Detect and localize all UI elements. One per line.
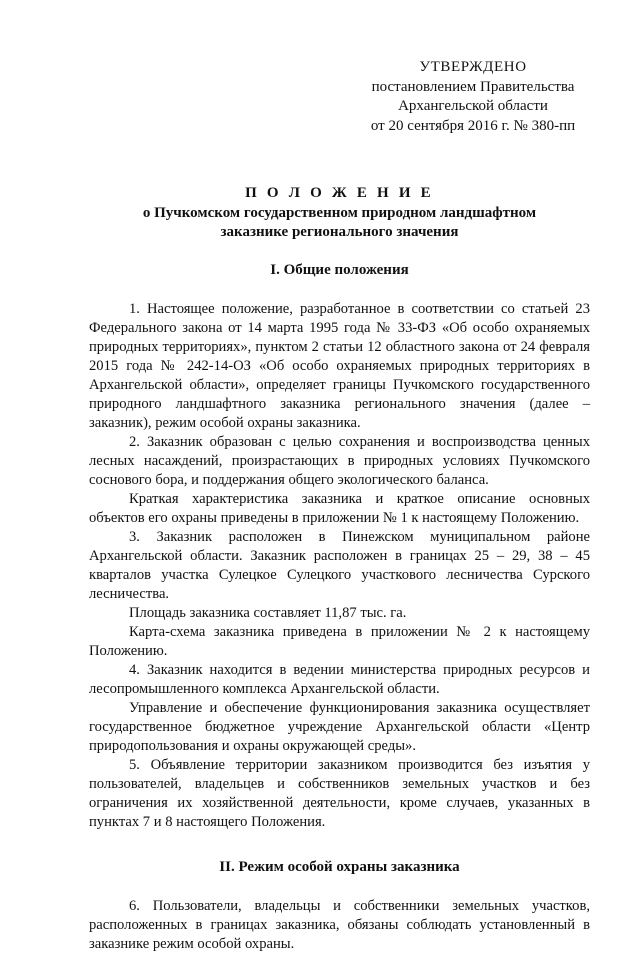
- section-heading-protection-regime: II. Режим особой охраны заказника: [219, 859, 460, 875]
- paragraph: 6. Пользователи, владельцы и собственники земельных участков, расположенных в границах заказника, обязаны соблюдать установленный в заказнике режим особой охраны.: [89, 898, 590, 952]
- paragraph: 1. Настоящее положение, разработанное в соответствии со статьей 23 Федерального закона от 14 марта 1995 года № 33-ФЗ «Об особо охраняемых природных территориях», пунктом 2 статьи 12 областного закона от 24 февраля 2015 года № 242-14-ОЗ «Об особо охраняемых природных территориях в Архангельской области», определяет границы Пучкомского государственного природного ландшафтного заказника регионального значения (далее – заказник), режим особой охраны заказника.: [89, 301, 590, 431]
- approval-line: Архангельской области: [398, 98, 548, 114]
- paragraph: 4. Заказник находится в ведении министерства природных ресурсов и лесопромышленного комплекса Архангельской области.: [89, 662, 590, 697]
- paragraph: Краткая характеристика заказника и краткое описание основных объектов его охраны приведены в приложении № 1 к настоящему Положению.: [89, 491, 590, 526]
- approval-block: [352, 58, 594, 136]
- paragraph: 3. Заказник расположен в Пинежском муниципальном районе Архангельской области. Заказник расположен в границах 25 – 29, 38 – 45 кварталов участка Сулецкое Сулецкого участкового лесничества Сурского лесничества.: [89, 529, 590, 602]
- document-heading: П О Л О Ж Е Н И Е: [245, 185, 434, 201]
- paragraph: Управление и обеспечение функционирования заказника осуществляет государственное бюджетное учреждение Архангельской области «Центр природопользования и охраны окружающей среды».: [89, 700, 590, 754]
- section-heading-general: I. Общие положения: [270, 262, 409, 278]
- section-body-protection-regime: [89, 897, 590, 954]
- paragraph: Карта-схема заказника приведена в приложении № 2 к настоящему Положению.: [89, 624, 590, 659]
- document-subtitle: о Пучкомском государственном природном ландшафтном: [142, 205, 537, 221]
- paragraph: 2. Заказник образован с целью сохранения и воспроизводства ценных лесных насаждений, произрастающих в природных условиях Пучкомского соснового бора, и поддержания общего экологического баланса.: [89, 434, 590, 488]
- section-body-general: [89, 300, 590, 832]
- document-title-block: [89, 184, 590, 242]
- approval-line: постановлением Правительства: [371, 78, 575, 95]
- paragraph: 5. Объявление территории заказником производится без изъятия у пользователей, владельцев и собственников земельных участков и без ограничения их хозяйственной деятельности, кроме случаев, указанных в пунктах 7 и 8 настоящего Положения.: [89, 757, 590, 830]
- approval-date-line: от 20 сентября 2016 г. № 380-пп: [370, 117, 576, 134]
- approval-title: УТВЕРЖДЕНО: [419, 59, 527, 75]
- document-subtitle: заказнике регионального значения: [220, 224, 459, 240]
- paragraph: Площадь заказника составляет 11,87 тыс. га.: [129, 605, 407, 621]
